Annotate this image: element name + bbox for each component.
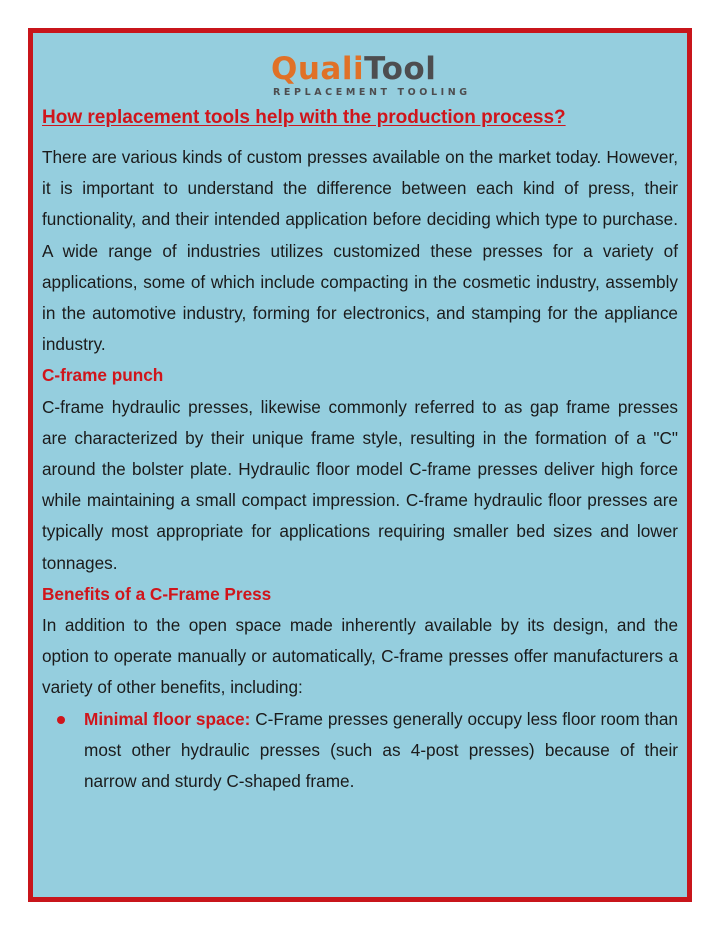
page-frame — [28, 28, 692, 902]
logo-wordmark-quali: Quali — [271, 51, 365, 87]
logo-tagline: REPLACEMENT TOOLING — [273, 87, 471, 98]
section-heading-c-frame-punch: C-frame punch — [42, 365, 164, 386]
intro-paragraph: There are various kinds of custom presses available on the market today. However, it is important to understand the difference between each kind of press, their functionality, and their intended application before deciding which type to purchase. A wide range of industries utilizes customized these presses for a variety of applications, some of which include compacting in the cosmetic industry, assembly in the automotive industry, forming for electronics, and stamping for the appliance industry. — [42, 147, 678, 355]
section-heading-benefits: Benefits of a C-Frame Press — [42, 583, 272, 604]
section-body-c-frame-punch: C-frame hydraulic presses, likewise commonly referred to as gap frame presses are characterized by their unique frame style, resulting in the formation of a "C" around the bolster plate. Hydraulic floor model C-frame presses deliver high force while maintaining a small compact impression. C-frame hydraulic floor presses are typically most appropriate for applications requiring smaller bed sizes and lower tonnages. — [42, 396, 678, 573]
document-body — [42, 102, 678, 797]
document-title: How replacement tools help with the production process? — [42, 107, 566, 128]
bullet-label: Minimal floor space: — [84, 708, 251, 729]
list-item — [42, 704, 678, 798]
qualitool-logo — [271, 51, 471, 101]
logo-wordmark — [271, 51, 436, 87]
bullet-icon — [57, 716, 65, 724]
benefits-list — [42, 704, 678, 798]
logo-wordmark-tool: Tool — [364, 51, 437, 87]
section-body-benefits: In addition to the open space made inherently available by its design, and the option to operate manually or automatically, C-frame presses offer manufacturers a variety of other benefits, including: — [42, 615, 678, 698]
bullet-text: C-Frame presses generally occupy less floor room than most other hydraulic presses (such as 4-post presses) because of their narrow and sturdy C-shaped frame. — [84, 708, 678, 792]
